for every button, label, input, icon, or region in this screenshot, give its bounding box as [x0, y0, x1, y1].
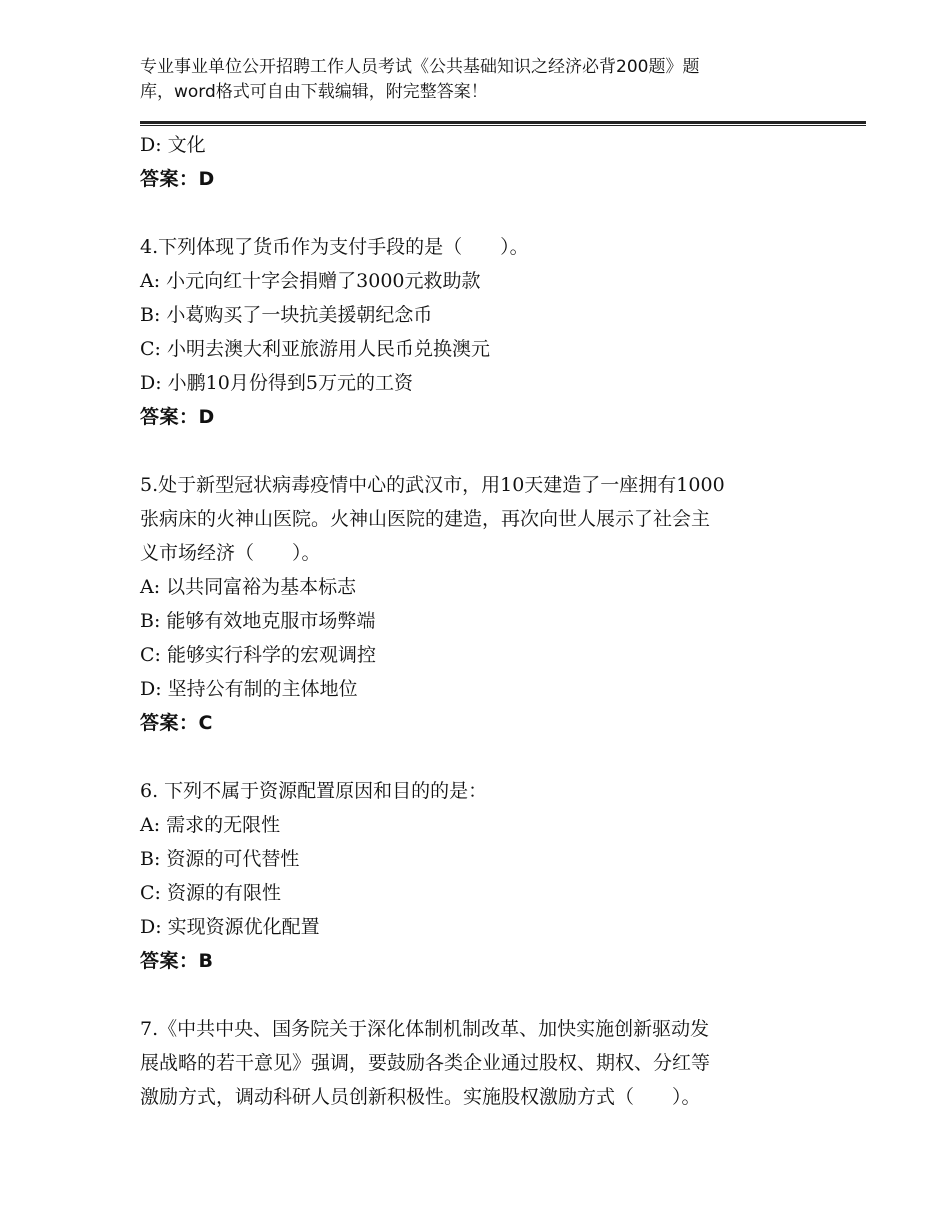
question-4-option-a: A: 小元向红十字会捐赠了3000元救助款 [140, 270, 481, 292]
question-7-stem-line-3: 激励方式，调动科研人员创新积极性。实施股权激励方式（ ）。 [140, 1086, 701, 1108]
question-3-answer: 答案：D [140, 168, 215, 190]
question-5-stem-line-3: 义市场经济（ ）。 [140, 542, 321, 564]
question-4-stem: 4.下列体现了货币作为支付手段的是（ ）。 [140, 236, 529, 258]
question-5-stem-line-1: 5.处于新型冠状病毒疫情中心的武汉市，用10天建造了一座拥有1000 [140, 474, 725, 496]
spacer [140, 978, 820, 1012]
question-4-option-d: D: 小鹏10月份得到5万元的工资 [140, 372, 413, 394]
question-5-stem-line-2: 张病床的火神山医院。火神山医院的建造，再次向世人展示了社会主 [140, 508, 711, 530]
question-6-option-d: D: 实现资源优化配置 [140, 916, 320, 938]
header-title-line-1: 专业事业单位公开招聘工作人员考试《公共基础知识之经济必背200题》题 [140, 57, 700, 77]
question-6-stem: 6. 下列不属于资源配置原因和目的的是： [140, 780, 488, 802]
header-title-line-2: 库，word格式可自由下载编辑，附完整答案！ [140, 82, 488, 102]
question-5 [140, 468, 820, 740]
question-4 [140, 230, 820, 434]
question-4-option-c: C: 小明去澳大利亚旅游用人民币兑换澳元 [140, 338, 490, 360]
question-6 [140, 774, 820, 978]
question-4-option-b: B: 小葛购买了一块抗美援朝纪念币 [140, 304, 433, 326]
question-5-option-b: B: 能够有效地克服市场弊端 [140, 610, 376, 632]
question-7-stem-line-1: 7.《中共中央、国务院关于深化体制机制改革、加快实施创新驱动发 [140, 1018, 710, 1040]
question-6-option-c: C: 资源的有限性 [140, 882, 281, 904]
spacer [140, 434, 820, 468]
question-7-stem-line-2: 展战略的若干意见》强调，要鼓励各类企业通过股权、期权、分红等 [140, 1052, 711, 1074]
question-6-option-a: A: 需求的无限性 [140, 814, 281, 836]
page-header [140, 55, 780, 105]
header-divider [140, 121, 866, 126]
question-5-option-c: C: 能够实行科学的宏观调控 [140, 644, 376, 666]
spacer [140, 740, 820, 774]
question-7 [140, 1012, 820, 1114]
question-3-tail [140, 128, 820, 196]
spacer [140, 196, 820, 230]
question-3-option-d: D: 文化 [140, 134, 206, 156]
question-5-option-d: D: 坚持公有制的主体地位 [140, 678, 358, 700]
question-6-answer: 答案：B [140, 950, 214, 972]
document-body [140, 128, 820, 1114]
question-6-option-b: B: 资源的可代替性 [140, 848, 300, 870]
question-5-option-a: A: 以共同富裕为基本标志 [140, 576, 357, 598]
question-4-answer: 答案：D [140, 406, 215, 428]
question-5-answer: 答案：C [140, 712, 213, 734]
